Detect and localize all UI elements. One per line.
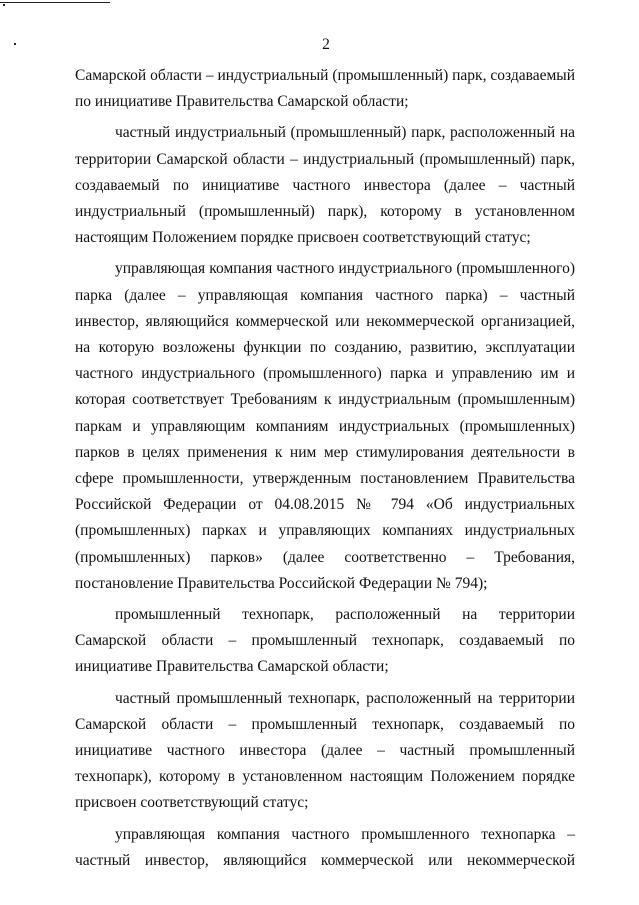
document-body xyxy=(75,63,575,879)
page-number: 2 xyxy=(322,36,330,53)
scan-artifact-line xyxy=(0,2,110,3)
paragraph-management-company-park: управляющая компания частного индустриального (промышленного) парка (далее – управляющая компания частного парка) – частный инвестор, являющийся коммерческой или некоммерческой организацией, на которую возложены функции по созданию, развитию, эксплуатации частного индустриального (промышленного) парка и управлению им и которая соответствует Требованиям к индустриальным (промышленным) паркам и управляющим компаниям индустриальных (промышленных) парков в целях применения к ним мер стимулирования деятельности в сфере промышленности, утвержденным постановлением Правительства Российской Федерации от 04.08.2015 № 794 «Об индустриальных (промышленных) парках и управляющих компаниях индустриальных (промышленных) парков» (далее соответственно – Требования, постановление Правительства Российской Федерации № 794); xyxy=(75,260,575,592)
paragraph-management-company-technopark: управляющая компания частного промышленного технопарка – частный инвестор, являющийся коммерческой или некоммерческой xyxy=(75,825,575,869)
scan-artifact-dot xyxy=(3,4,5,6)
paragraph-continuation: Самарской области – индустриальный (промышленный) парк, создаваемый по инициативе Правительства Самарской области; xyxy=(75,67,575,111)
paragraph-private-industrial-park: частный индустриальный (промышленный) парк, расположенный на территории Самарской области – индустриальный (промышленный) парк, создаваемый по инициативе частного инвестора (далее – частный индустриальный (промышленный) парк), которому в установленном настоящим Положением порядке присвоен соответствующий статус; xyxy=(75,124,575,247)
paragraph-private-technopark: частный промышленный технопарк, расположенный на территории Самарской области – промышленный технопарк, создаваемый по инициативе частного инвестора (далее – частный промышленный технопарк), которому в установленном настоящим Положением порядке присвоен соответствующий статус; xyxy=(75,689,575,812)
paragraph-industrial-technopark: промышленный технопарк, расположенный на территории Самарской области – промышленный технопарк, создаваемый по инициативе Правительства Самарской области; xyxy=(75,606,575,676)
